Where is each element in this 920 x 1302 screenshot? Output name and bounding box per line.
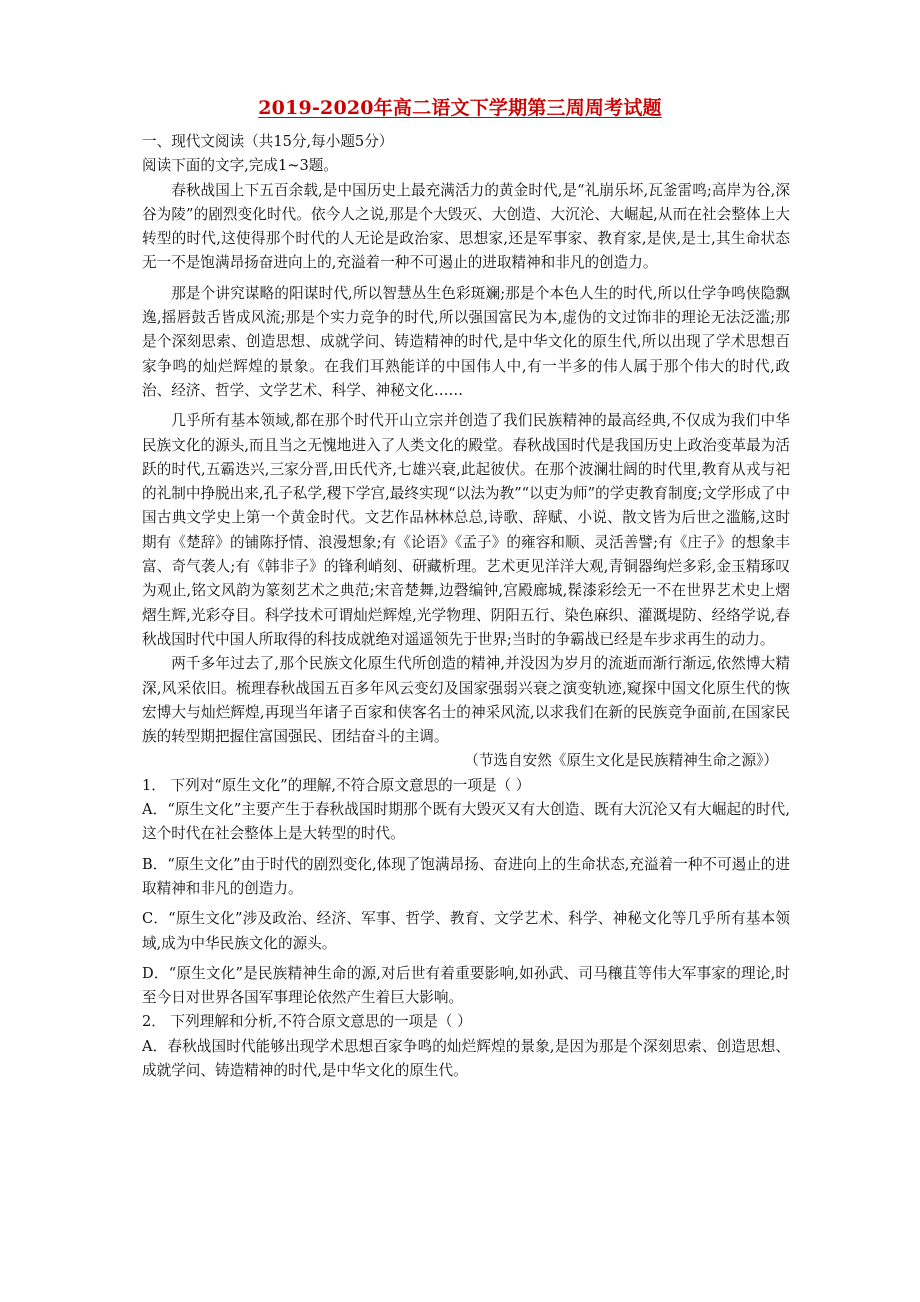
page-title-text: 2019-2020年高二语文下学期第三周周考试题	[258, 97, 662, 119]
passage-paragraph-3: 几乎所有基本领域,都在那个时代开山立宗并创造了我们民族精神的最高经典,不仅成为我们中华民族文化的源头,而且当之无愧地进入了人类文化的殿堂。春秋战国时代是我国历史上政治变革最为活跃的时代,五霸迭兴,三家分晋,田氏代齐,七雄兴衰,此起彼伏。在那个波澜壮阔的时代里,教育从戎与祀的礼制中挣脱出来,孔子私学,稷下学宫,最终实现“以法为教”“以吏为师”的学吏教育制度;文学形成了中国古典文学史上第一个黄金时代。文艺作品林林总总,诗歌、辞赋、小说、散文皆为后世之滥觞,这时期有《楚辞》的铺陈抒情、浪漫想象;有《论语》《孟子》的雍容和顺、灵活善譬;有《庄子》的想象丰富、奇气袭人;有《韩非子》的锋利峭刻、研藏析理。艺术更见洋洋大观,青铜器绚烂多彩,金玉精琢叹为观止,铭文风韵为篆刻艺术之典范;宋音楚舞,边磬编钟,宫殿廊城,髹漆彩绘无一不在世界艺术史上熠熠生辉,光彩夺目。科学技术可谓灿烂辉煌,光学物理、阴阳五行、染色麻织、灌溉堤防、经络学说,春秋战国时代中国人所取得的科技成就绝对遥遥领先于世界;当时的争霸战已经是车步求再生的动力。	[142, 412, 790, 648]
question-1-option-a: A．“原生文化”主要产生于春秋战国时期那个既有大毁灭又有大创造、既有大沉沦又有大崛起的时代,这个时代在社会整体上是大转型的时代。	[142, 801, 790, 843]
section-heading: 一、现代文阅读（共15分,每小题5分）	[142, 133, 394, 150]
passage-source: （节选自安然《原生文化是民族精神生命之源》）	[464, 752, 778, 770]
question-1-option-c: C．“原生文化”涉及政治、经济、军事、哲学、教育、文学艺术、科学、神秘文化等几乎所有基本领域,成为中华民族文化的源头。	[142, 910, 790, 952]
question-2-stem: 2． 下列理解和分析,不符合原文意思的一项是（ ）	[142, 1013, 472, 1031]
question-2-option-a: A．春秋战国时代能够出现学术思想百家争鸣的灿烂辉煌的景象,是因为那是个深刻思索、创造思想、成就学问、铸造精神的时代,是中华文化的原生代。	[142, 1037, 790, 1079]
document-body	[142, 130, 790, 1083]
page-title	[0, 94, 920, 122]
passage-paragraph-1: 春秋战国上下五百余载,是中国历史上最充满活力的黄金时代,是“礼崩乐坏,瓦釜雷鸣;高岸为谷,深谷为陵”的剧烈变化时代。依今人之说,那是个大毁灭、大创造、大沉沦、大崛起,从而在社会整体上大转型的时代,这使得那个时代的人无论是政治家、思想家,还是军事家、教育家,是侠,是士,其生命状态无一不是饱满昂扬奋进向上的,充溢着一种不可遏止的进取精神和非凡的创造力。	[142, 181, 790, 272]
question-2	[142, 1010, 790, 1083]
question-1-stem: 1． 下列对“原生文化”的理解,不符合原文意思的一项是（ ）	[142, 776, 531, 794]
passage-paragraph-4: 两千多年过去了,那个民族文化原生代所创造的精神,并没因为岁月的流逝而渐行渐远,依然博大精深,风采依旧。梳理春秋战国五百多年风云变幻及国家强弱兴衰之演变轨迹,窥探中国文化原生代的恢宏博大与灿烂辉煌,再现当年诸子百家和侠客名士的神采风流,以求我们在新的民族竞争面前,在国家民族的转型期把握住富国强民、团结奋斗的主调。	[142, 655, 790, 746]
question-1	[142, 774, 790, 1011]
reading-passage	[142, 179, 790, 774]
passage-paragraph-2: 那是个讲究谋略的阳谋时代,所以智慧丛生色彩斑斓;那是个本色人生的时代,所以仕学争鸣侠隐飘逸,摇唇鼓舌皆成风流;那是个实力竞争的时代,所以强国富民为本,虚伪的文过饰非的理论无法泛滥;那是个深刻思索、创造思想、成就学问、铸造精神的时代,是中华文化的原生代,所以出现了学术思想百家争鸣的灿烂辉煌的景象。在我们耳熟能详的中国伟人中,有一半多的伟人属于那个伟大的时代,政治、经济、哲学、文学艺术、科学、神秘文化……	[142, 284, 790, 399]
reading-instruction: 阅读下面的文字,完成1~3题。	[142, 157, 338, 175]
question-1-option-b: B．“原生文化”由于时代的剧烈变化,体现了饱满昂扬、奋进向上的生命状态,充溢着一种不可遏止的进取精神和非凡的创造力。	[142, 855, 790, 897]
question-1-option-d: D．“原生文化”是民族精神生命的源,对后世有着重要影响,如孙武、司马穰苴等伟大军事家的理论,时至今日对世界各国军事理论依然产生着巨大影响。	[142, 964, 790, 1007]
